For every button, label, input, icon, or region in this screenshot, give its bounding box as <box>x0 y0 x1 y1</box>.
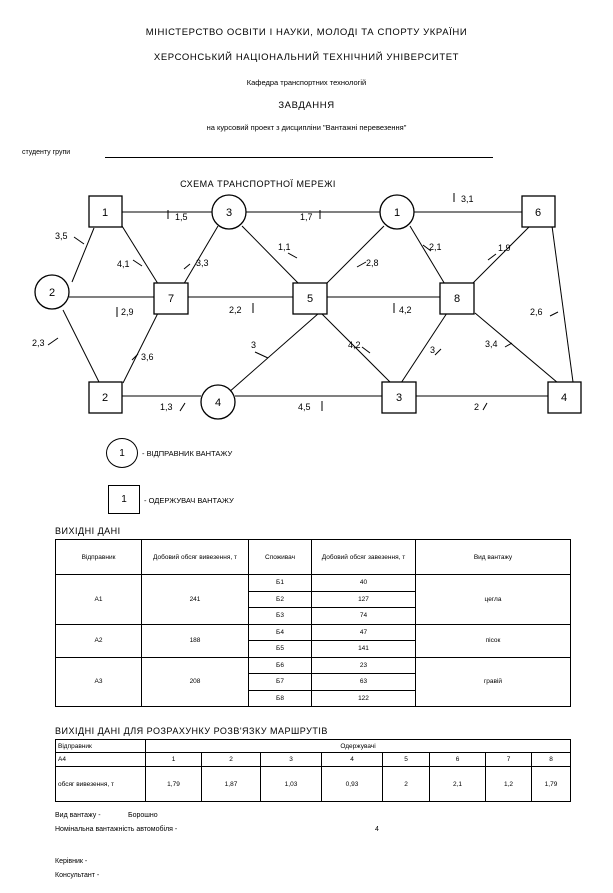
routes-receivers-header: Одержувачі <box>146 740 571 753</box>
ministry-title: МІНІСТЕРСТВО ОСВІТИ І НАУКИ, МОЛОДІ ТА СПОРТУ УКРАЇНИ <box>145 27 468 38</box>
amount-cell: 122 <box>312 690 416 707</box>
edge-weight: 3,4 <box>485 339 498 349</box>
volume-value: 1,87 <box>202 767 261 802</box>
routes-sender-cell: А4 <box>56 753 146 767</box>
consumer-cell: Б4 <box>249 624 312 641</box>
header-consumer: Споживач <box>249 540 312 575</box>
student-line <box>105 157 493 158</box>
sender-cell: А3 <box>56 657 142 707</box>
edge-weight: 2,1 <box>429 242 442 252</box>
edge-weight: 3,1 <box>461 194 474 204</box>
amount-cell: 74 <box>312 608 416 625</box>
department-title: Кафедра транспортних технологій <box>246 78 367 87</box>
edge-weight: 2 <box>474 402 480 412</box>
edge-weight: 2,6 <box>530 307 543 317</box>
legend-receiver-square <box>108 485 140 514</box>
edge-weight: 2,8 <box>366 258 379 268</box>
edge-weight: 4,2 <box>399 305 412 315</box>
cargo-cell: гравій <box>416 657 571 707</box>
capacity-label: Номінальна вантажність автомобіля - <box>55 826 178 833</box>
header-cargo: Вид вантажу <box>416 540 571 575</box>
edge-weight: 1,5 <box>175 212 188 222</box>
receiver-number: 8 <box>532 753 571 767</box>
receiver-number: 3 <box>261 753 322 767</box>
volume-cell: 188 <box>142 624 249 657</box>
header-send-volume: Добовий обсяг вивезення, т <box>142 540 249 575</box>
node-label: 3 <box>395 392 403 404</box>
legend-receiver-number: 1 <box>121 494 127 505</box>
edge-weight: 2,9 <box>121 307 134 317</box>
capacity-value: 4 <box>375 826 379 833</box>
table-header-row <box>56 740 571 753</box>
edge-weight: 1,9 <box>498 243 511 253</box>
edge-weight: 3,6 <box>141 352 154 362</box>
volume-value: 1,2 <box>486 767 532 802</box>
routes-table <box>55 739 571 802</box>
node-label: 1 <box>101 207 109 219</box>
volume-cell: 241 <box>142 575 249 625</box>
node-label: 5 <box>306 293 314 305</box>
cargo-cell: цегла <box>416 575 571 625</box>
node-label: 1 <box>393 207 401 219</box>
volume-value: 0,93 <box>322 767 383 802</box>
edge-weight: 2,2 <box>229 305 242 315</box>
consumer-cell: Б2 <box>249 591 312 608</box>
volume-value: 1,79 <box>532 767 571 802</box>
routes-sender-header: Відправник <box>56 740 146 753</box>
edge-weight: 4,2 <box>348 340 361 350</box>
amount-cell: 141 <box>312 641 416 658</box>
edge-weight: 4,5 <box>298 402 311 412</box>
volume-cell: 208 <box>142 657 249 707</box>
legend-sender-number: 1 <box>119 447 125 459</box>
node-label: 8 <box>453 293 461 305</box>
receiver-number: 1 <box>146 753 202 767</box>
cargo-cell: пісок <box>416 624 571 657</box>
university-title: ХЕРСОНСЬКИЙ НАЦІОНАЛЬНИЙ ТЕХНІЧНИЙ УНІВЕРСИТЕТ <box>153 52 460 63</box>
receiver-number: 5 <box>383 753 430 767</box>
student-label: студенту групи <box>22 149 71 156</box>
table-header-row <box>56 540 571 575</box>
receiver-number: 7 <box>486 753 532 767</box>
receiver-number: 4 <box>322 753 383 767</box>
task-title: ЗАВДАННЯ <box>278 100 335 111</box>
diagram-title: СХЕМА ТРАНСПОРТНОЇ МЕРЕЖІ <box>180 179 336 189</box>
edge-weight: 3,3 <box>196 258 209 268</box>
volume-value: 2 <box>383 767 430 802</box>
legend-sender-text: - ВІДПРАВНИК ВАНТАЖУ <box>142 449 233 458</box>
table-row <box>56 575 571 592</box>
node-label: 3 <box>225 207 233 219</box>
amount-cell: 23 <box>312 657 416 674</box>
node-label: 7 <box>167 293 175 305</box>
receiver-number: 6 <box>430 753 486 767</box>
table-row <box>56 657 571 674</box>
legend-receiver-text: - ОДЕРЖУВАЧ ВАНТАЖУ <box>144 496 234 505</box>
volume-value: 2,1 <box>430 767 486 802</box>
edge-weight: 3 <box>251 340 257 350</box>
volume-value: 1,79 <box>146 767 202 802</box>
edge-weight: 4,1 <box>117 259 130 269</box>
volume-value: 1,03 <box>261 767 322 802</box>
cargo-type-label: Вид вантажу - <box>55 812 101 819</box>
table-row <box>56 767 571 802</box>
amount-cell: 127 <box>312 591 416 608</box>
edge-weight: 3 <box>430 345 436 355</box>
source-data-table <box>55 539 571 707</box>
table-row <box>56 624 571 641</box>
consumer-cell: Б7 <box>249 674 312 691</box>
edge-weight: 3,5 <box>55 231 68 241</box>
consumer-cell: Б3 <box>249 608 312 625</box>
sender-cell: А2 <box>56 624 142 657</box>
cargo-type-value: Борошно <box>128 812 158 819</box>
consultant-label: Консультант - <box>55 872 100 879</box>
node-label: 4 <box>560 392 568 404</box>
consumer-cell: Б5 <box>249 641 312 658</box>
consumer-cell: Б6 <box>249 657 312 674</box>
transport-network-diagram <box>0 170 613 430</box>
receiver-number: 2 <box>202 753 261 767</box>
consumer-cell: Б8 <box>249 690 312 707</box>
edge-weight: 1,1 <box>278 242 291 252</box>
edge-weight: 2,3 <box>32 338 45 348</box>
legend-sender-circle <box>106 438 138 468</box>
sender-cell: А1 <box>56 575 142 625</box>
amount-cell: 63 <box>312 674 416 691</box>
header-receive-volume: Добовий обсяг завезення, т <box>312 540 416 575</box>
project-title: на курсовий проект з дисципліни "Вантажні перевезення" <box>206 123 407 132</box>
node-label: 2 <box>101 392 109 404</box>
table-row <box>56 753 571 767</box>
header-sender: Відправник <box>56 540 142 575</box>
leader-label: Керівник - <box>55 858 88 865</box>
edge-weight: 1,3 <box>160 402 173 412</box>
node-label: 2 <box>48 287 56 299</box>
node-label: 6 <box>534 207 542 219</box>
node-label: 4 <box>214 397 222 409</box>
routes-title: ВИХІДНІ ДАНІ ДЛЯ РОЗРАХУНКУ РОЗВ'ЯЗКУ МАРШРУТІВ <box>55 726 328 736</box>
consumer-cell: Б1 <box>249 575 312 592</box>
routes-row-label: обсяг вивезення, т <box>56 767 146 802</box>
amount-cell: 40 <box>312 575 416 592</box>
amount-cell: 47 <box>312 624 416 641</box>
edge-weight: 1,7 <box>300 212 313 222</box>
source-data-title: ВИХІДНІ ДАНІ <box>55 526 121 536</box>
